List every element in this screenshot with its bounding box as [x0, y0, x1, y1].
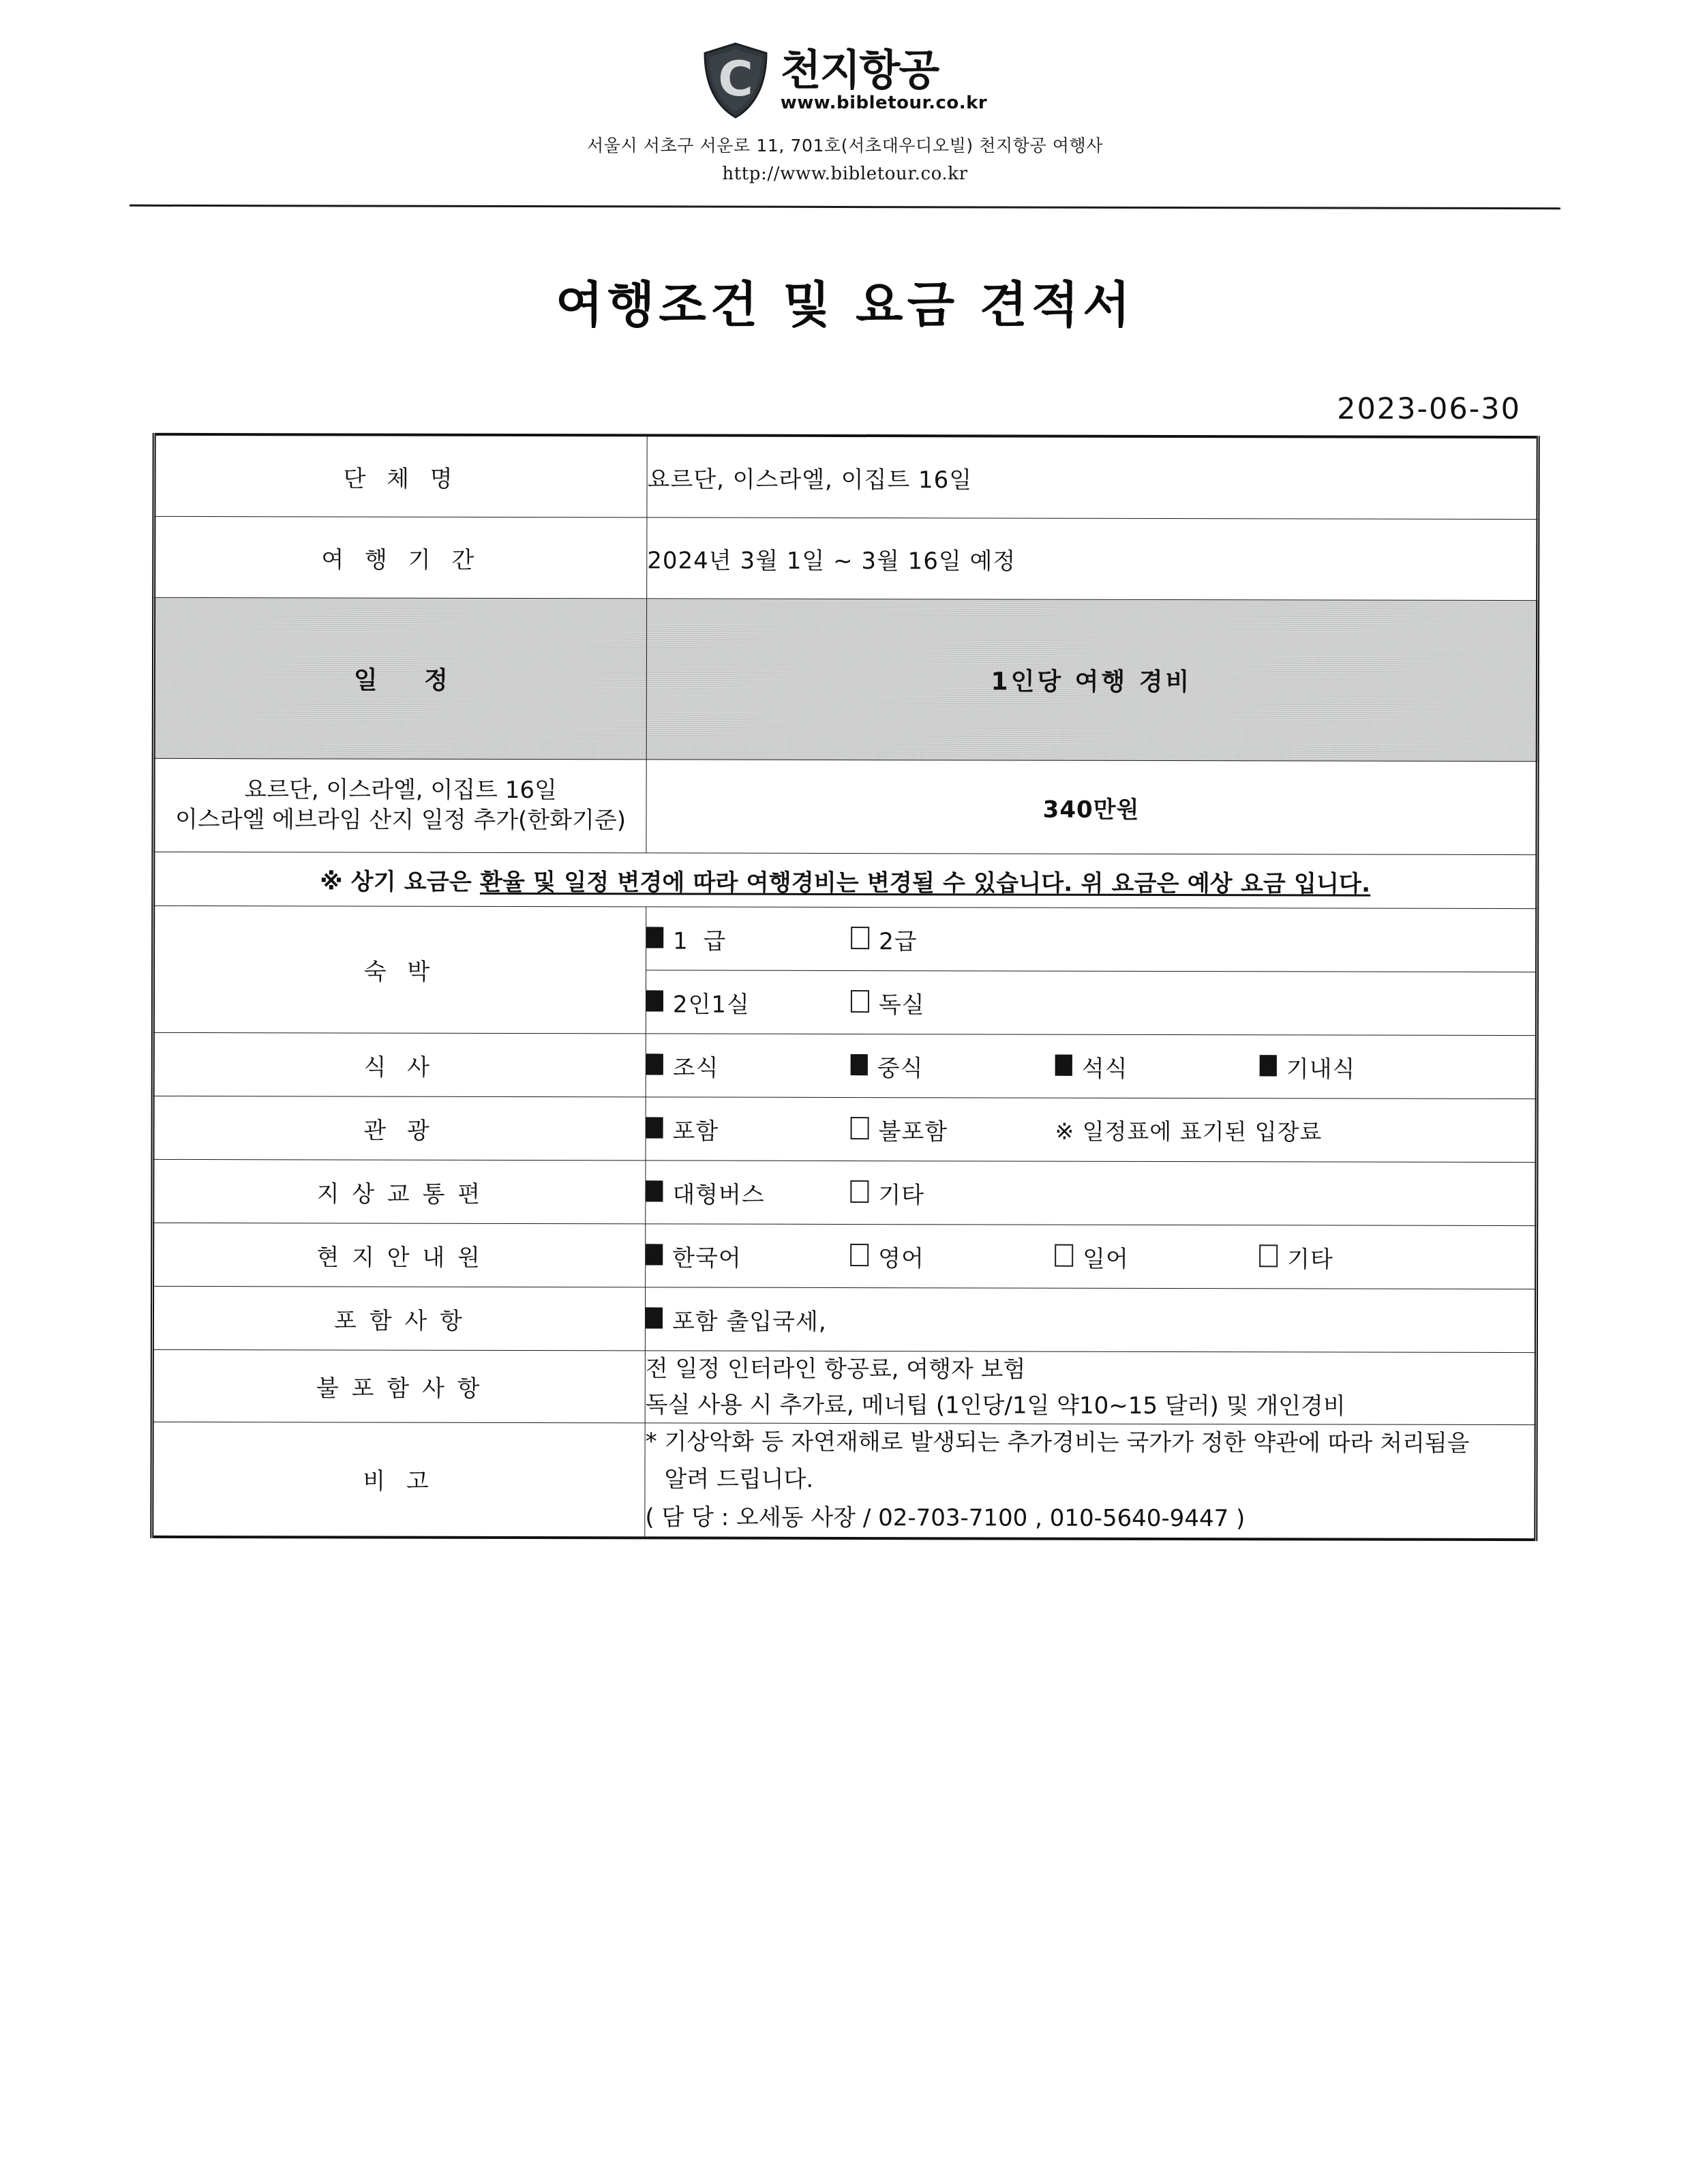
- checkbox-label: 1 급: [673, 927, 730, 955]
- company-website: http://www.bibletour.co.kr: [722, 164, 968, 184]
- checkbox-guide-korean[interactable]: [646, 1239, 850, 1273]
- quote-table: [150, 433, 1539, 1541]
- checkbox-single-room[interactable]: [851, 986, 925, 1019]
- included-options: [645, 1287, 1536, 1353]
- checkbox-unchecked-icon[interactable]: [1259, 1244, 1278, 1267]
- checkbox-label: 대형버스: [672, 1180, 765, 1209]
- logo-url: www.bibletour.co.kr: [780, 93, 988, 113]
- checkbox-unchecked-icon[interactable]: [1055, 1244, 1073, 1266]
- document-date: 2023-06-30: [1337, 392, 1521, 426]
- group-name-value: 요르단, 이스라엘, 이집트 16일: [647, 435, 1538, 519]
- local-guide-label: 현 지 안 내 원: [153, 1223, 646, 1287]
- table-row: [153, 1096, 1537, 1162]
- lodging-grade-options: [646, 907, 1537, 972]
- checkbox-checked-icon[interactable]: [646, 1244, 663, 1265]
- table-row: [153, 852, 1537, 908]
- checkbox-twin-room[interactable]: [646, 985, 851, 1019]
- table-row: [154, 434, 1538, 520]
- table-row: [152, 1422, 1536, 1540]
- local-guide-options: [646, 1224, 1537, 1289]
- remarks-line-2: 알려 드립니다.: [664, 1465, 814, 1494]
- excluded-label: 불 포 함 사 항: [152, 1349, 645, 1423]
- ground-transport-options: [646, 1161, 1537, 1226]
- disclaimer-plain: 상기 요금은: [342, 867, 481, 896]
- checkbox-label: 기내식: [1286, 1055, 1356, 1083]
- checkbox-checked-icon[interactable]: [646, 1053, 663, 1075]
- checkbox-label: 포함 출입국세,: [672, 1307, 827, 1336]
- travel-period-label: 여 행 기 간: [154, 516, 647, 599]
- included-label: 포 함 사 항: [152, 1286, 645, 1351]
- itinerary-line-2: 이스라엘 에브라임 산지 일정 추가(한화기준): [175, 805, 627, 835]
- header-divider: [130, 205, 1560, 209]
- checkbox-label: 포함: [672, 1117, 719, 1146]
- table-row: [153, 906, 1537, 972]
- table-row: [153, 597, 1537, 761]
- checkbox-label: 기타: [878, 1181, 925, 1209]
- checkbox-checked-icon[interactable]: [851, 1054, 868, 1075]
- ground-transport-label: 지 상 교 통 편: [153, 1159, 646, 1224]
- checkbox-label: 중식: [877, 1054, 924, 1082]
- checkbox-label: 2급: [879, 927, 918, 955]
- disclaimer-underlined: 환율 및 일정 변경에 따라 여행경비는 변경될 수 있습니다. 위 요금은 예상 요금 입니다.: [479, 868, 1371, 898]
- table-row: [154, 516, 1538, 600]
- lodging-room-options: [646, 970, 1537, 1036]
- checkbox-unchecked-icon[interactable]: [851, 990, 869, 1013]
- price-disclaimer: [153, 852, 1537, 908]
- checkbox-unchecked-icon[interactable]: [850, 1180, 869, 1203]
- logo-wordmark: [780, 45, 988, 113]
- sightseeing-options: [646, 1097, 1537, 1163]
- remarks-line-1: * 기상악화 등 자연재해로 발생되는 추가경비는 국가가 정한 약관에 따라 처리됨을: [645, 1428, 1470, 1458]
- remarks-label: 비 고: [152, 1422, 645, 1538]
- logo-company-name: 천지항공: [780, 45, 939, 95]
- table-row: [153, 758, 1537, 854]
- checkbox-label: 한국어: [672, 1244, 742, 1272]
- company-logo: [0, 40, 1690, 121]
- checkbox-lunch[interactable]: [851, 1049, 1055, 1083]
- page-title: 여행조건 및 요금 견적서: [556, 276, 1134, 333]
- checkbox-dinner[interactable]: [1055, 1049, 1260, 1083]
- checkbox-guide-other[interactable]: [1259, 1240, 1333, 1274]
- sightseeing-label: 관 광: [153, 1096, 646, 1161]
- itinerary-header: 일 정: [153, 597, 646, 760]
- checkbox-label: 영어: [878, 1244, 924, 1272]
- price-value: 340만원: [646, 760, 1537, 855]
- checkbox-sightseeing-included[interactable]: [646, 1112, 851, 1146]
- checkbox-sightseeing-excluded[interactable]: [851, 1113, 1055, 1147]
- table-row: [153, 1223, 1537, 1289]
- excluded-content: [645, 1351, 1536, 1425]
- checkbox-checked-icon[interactable]: [646, 1117, 663, 1138]
- checkbox-large-bus[interactable]: [646, 1176, 850, 1210]
- checkbox-label: 불포함: [878, 1118, 948, 1146]
- table-row: [153, 1159, 1537, 1225]
- table-row: [152, 1286, 1536, 1352]
- checkbox-transport-other[interactable]: [850, 1176, 924, 1210]
- checkbox-lodging-grade1[interactable]: [646, 922, 851, 956]
- checkbox-label: 일어: [1083, 1245, 1129, 1273]
- disclaimer-mark: ※: [320, 867, 343, 895]
- remarks-content: [645, 1423, 1536, 1539]
- lodging-label: 숙 박: [153, 906, 646, 1034]
- itinerary-cell: [153, 758, 646, 853]
- checkbox-checked-icon[interactable]: [646, 990, 663, 1011]
- checkbox-included-departure-tax[interactable]: [646, 1302, 827, 1336]
- checkbox-checked-icon[interactable]: [646, 927, 663, 948]
- meals-options: [646, 1034, 1537, 1099]
- group-name-label: 단 체 명: [154, 434, 647, 518]
- travel-period-value: 2024년 3월 1일 ~ 3월 16일 예정: [647, 518, 1538, 601]
- checkbox-checked-icon[interactable]: [646, 1180, 663, 1201]
- checkbox-inflight-meal[interactable]: [1260, 1050, 1356, 1083]
- checkbox-label: 2인1실: [672, 990, 750, 1019]
- checkbox-lodging-grade2[interactable]: [851, 923, 918, 956]
- checkbox-label: 기타: [1287, 1245, 1333, 1274]
- remarks-contact-line: ( 담 당 : 오세동 사장 / 02-703-7100 , 010-5640-9447 ): [645, 1503, 1246, 1532]
- checkbox-label: 석식: [1081, 1055, 1128, 1083]
- checkbox-checked-icon[interactable]: [1055, 1054, 1072, 1075]
- svg-text:C: C: [718, 51, 753, 107]
- checkbox-checked-icon[interactable]: [646, 1307, 663, 1328]
- shield-c-logo-icon: [703, 42, 768, 119]
- letterhead: [0, 0, 1690, 208]
- excluded-line-2: 독실 사용 시 추가료, 메너팁 (1인당/1일 약10~15 달러) 및 개인경비: [645, 1391, 1346, 1420]
- checkbox-label: 독실: [878, 991, 925, 1019]
- company-address: 서울시 서초구 서운로 11, 701호(서초대우디오빌) 천지항공 여행사: [586, 136, 1104, 155]
- checkbox-unchecked-icon[interactable]: [851, 927, 869, 949]
- sightseeing-note: ※ 일정표에 표기된 입장료: [1055, 1118, 1323, 1145]
- table-row: [152, 1349, 1536, 1425]
- checkbox-breakfast[interactable]: [646, 1049, 851, 1083]
- meals-label: 식 사: [153, 1032, 646, 1097]
- checkbox-unchecked-icon[interactable]: [850, 1244, 869, 1266]
- checkbox-guide-english[interactable]: [850, 1240, 1055, 1274]
- price-header: 1인당 여행 경비: [646, 599, 1537, 762]
- quote-table-wrapper: [150, 433, 1539, 1541]
- excluded-line-1: 전 일정 인터라인 항공료, 여행자 보험: [645, 1355, 1026, 1383]
- checkbox-guide-japanese[interactable]: [1055, 1240, 1259, 1274]
- itinerary-line-1: 요르단, 이스라엘, 이집트 16일: [244, 776, 557, 805]
- checkbox-unchecked-icon[interactable]: [851, 1117, 869, 1139]
- checkbox-label: 조식: [672, 1053, 719, 1082]
- table-row: [153, 1032, 1537, 1098]
- checkbox-checked-icon[interactable]: [1260, 1055, 1277, 1076]
